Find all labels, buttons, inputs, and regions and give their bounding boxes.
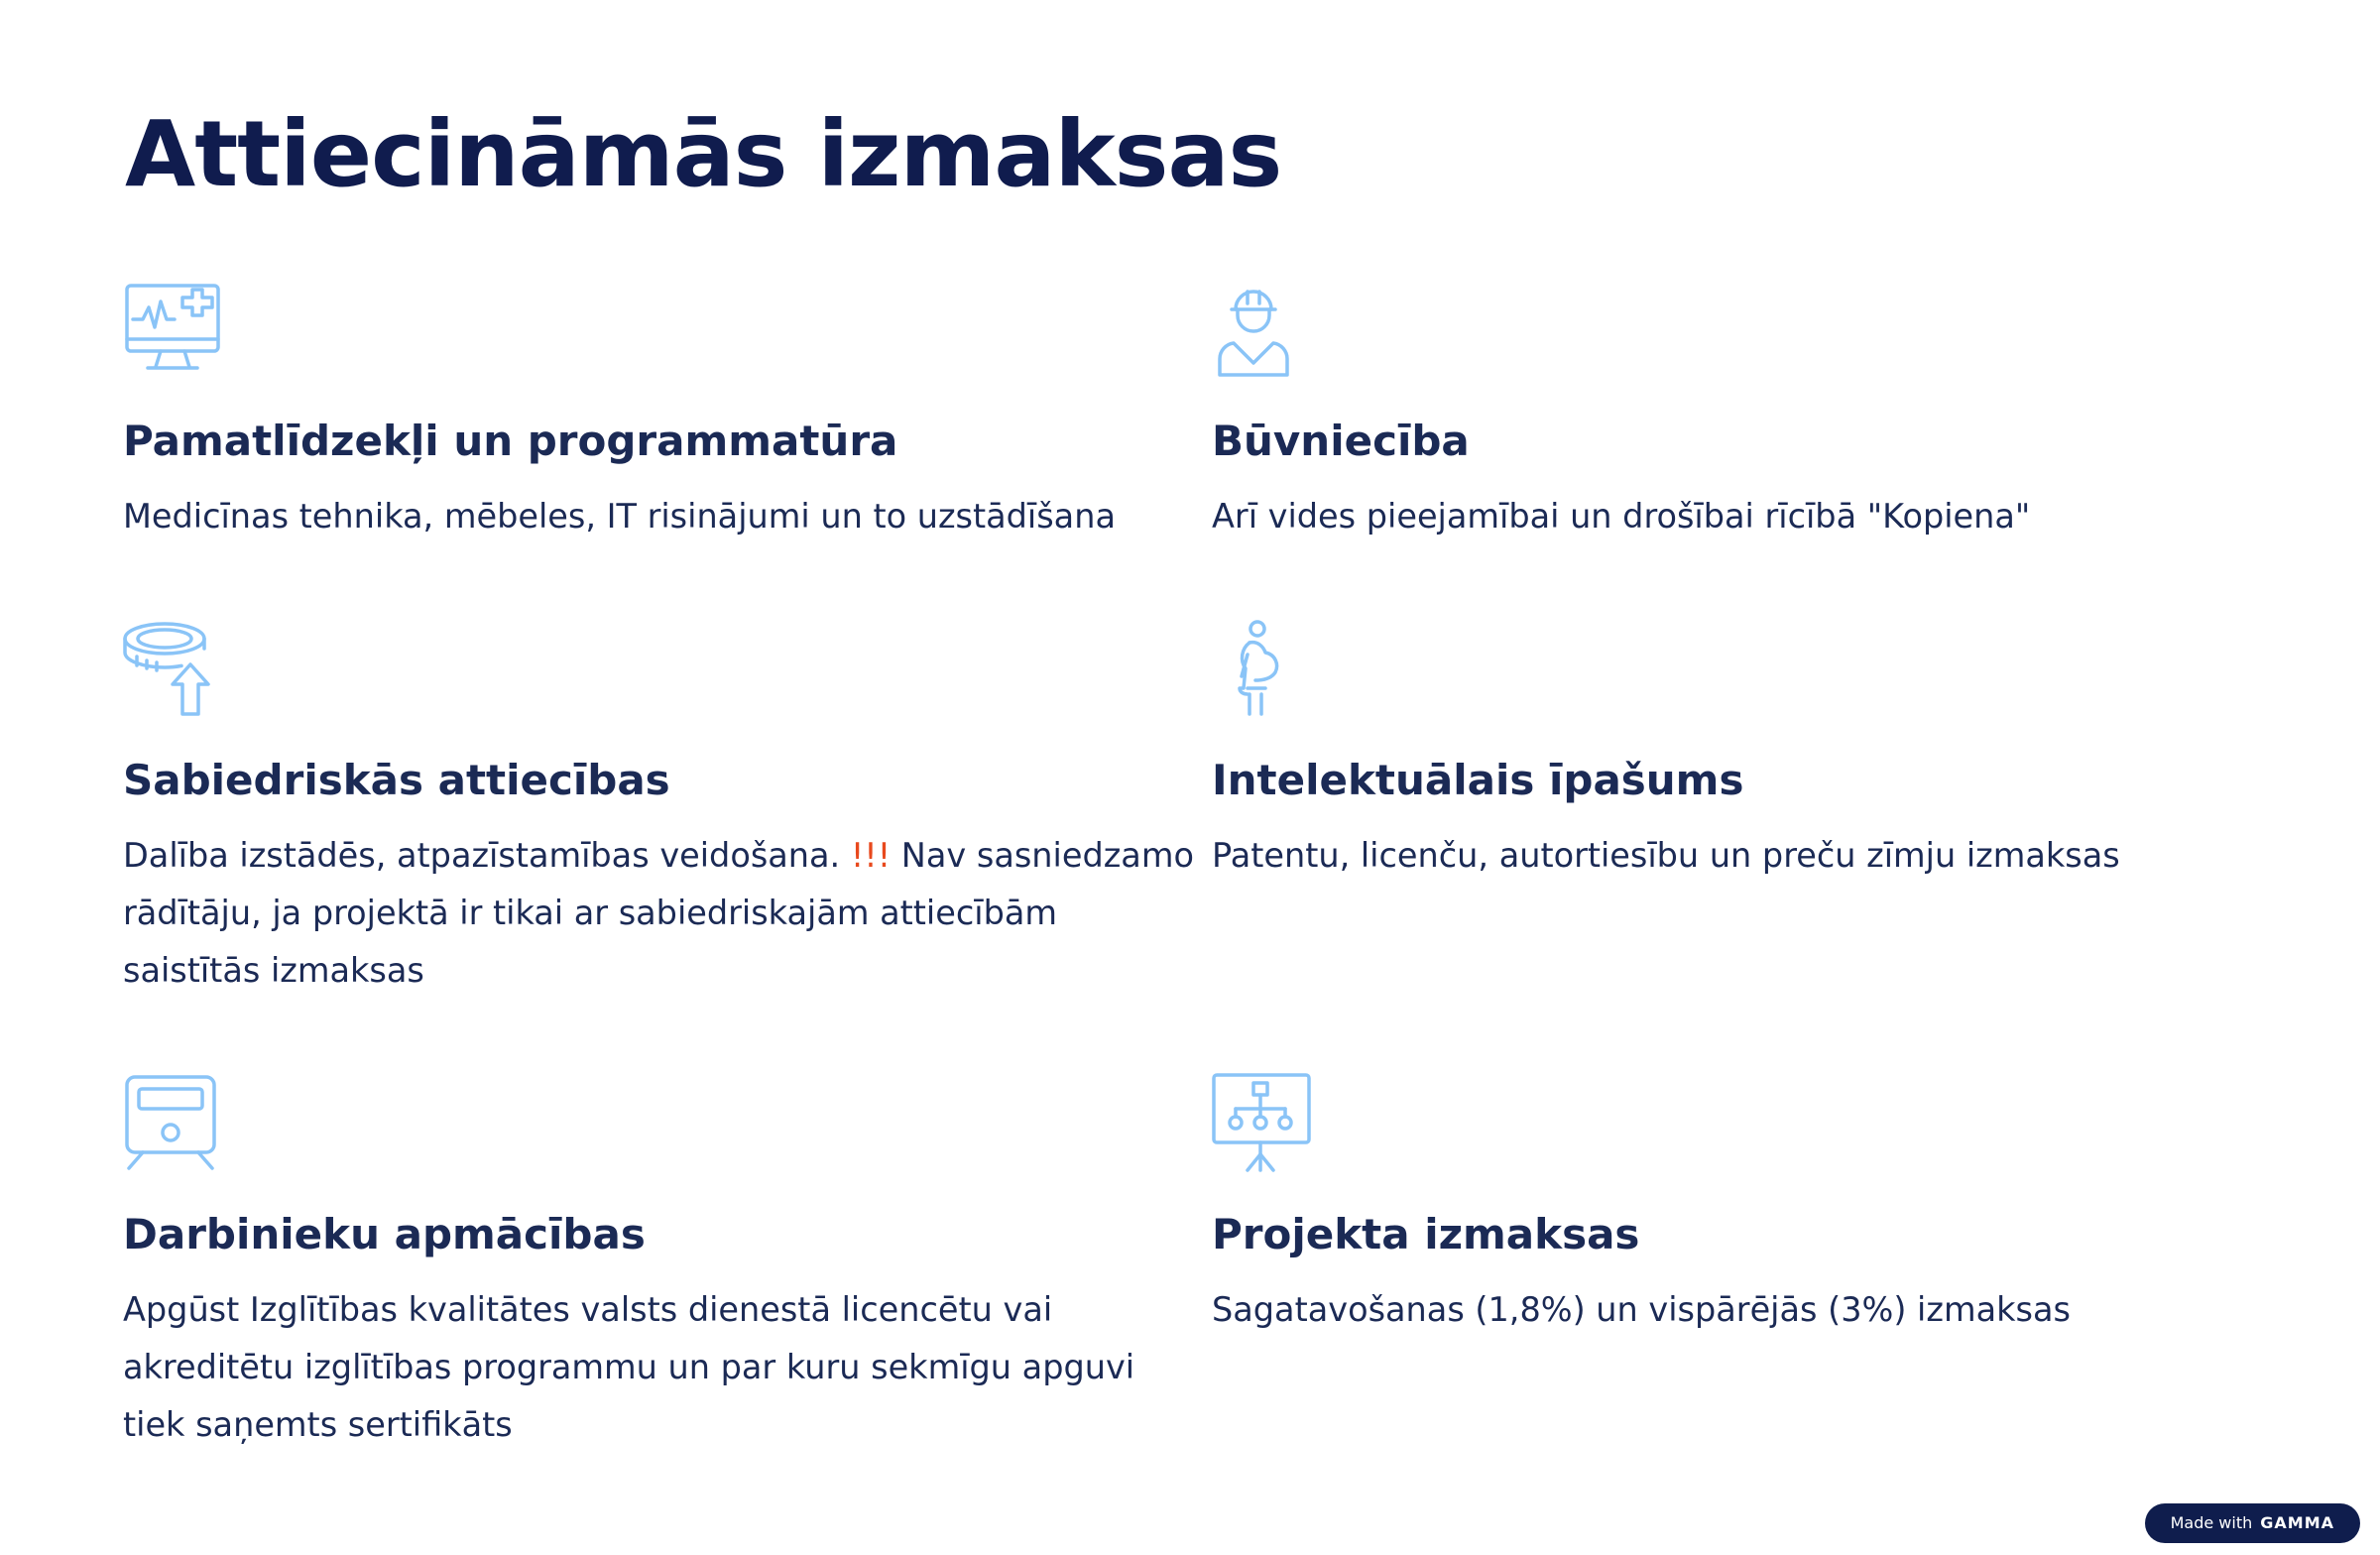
card-description: Medicīnas tehnika, mēbeles, IT risinājumi un to uzstādīšana [123, 497, 1116, 536]
monitor-health-icon [123, 280, 222, 379]
card-description: Apgūst Izglītības kvalitātes valsts dienestā licencētu vai akreditētu izglītības programmu un par kuru sekmīgu apguvi tiek saņemts sertifikāts [123, 1290, 1135, 1444]
construction-worker-icon [1212, 280, 1311, 379]
card-title: Intelektuālais īpašums [1212, 756, 1744, 804]
train-icon [123, 1073, 222, 1172]
card-intellectual-property [1212, 619, 2263, 916]
card-description: Dalība izstādēs, atpazīstamības veidošana. !!! Nav sasniedzamo rādītāju, ja projektā ir tikai ar sabiedriskajām attiecībām saistītās izmaksas [123, 836, 1194, 990]
gamma-logo: GAMMA [2260, 1513, 2334, 1532]
card-description: Arī vides pieejamībai un drošībai rīcībā "Kopiena" [1212, 497, 2031, 536]
card-description: Sagatavošanas (1,8%) un vispārējās (3%) izmaksas [1212, 1290, 2071, 1329]
pregnant-person-icon [1212, 619, 1311, 718]
card-public-relations [123, 619, 1194, 1006]
card-title: Sabiedriskās attiecības [123, 756, 670, 804]
made-with-gamma-badge[interactable] [2145, 1503, 2360, 1543]
page-title: Attiecināmās izmaksas [125, 101, 1282, 207]
card-title: Būvniecība [1212, 417, 1470, 465]
presentation-board-icon [1212, 1073, 1311, 1172]
card-employee-training [123, 1073, 1174, 1470]
card-fixed-assets [123, 280, 1174, 577]
card-title: Projekta izmaksas [1212, 1210, 1640, 1258]
warning-marker: !!! [850, 836, 892, 875]
card-construction [1212, 280, 2263, 577]
card-description: Patentu, licenču, autortiesību un preču zīmju izmaksas [1212, 836, 2120, 875]
card-title: Darbinieku apmācības [123, 1210, 646, 1258]
card-title: Pamatlīdzekļi un programmatūra [123, 417, 898, 465]
badge-prefix: Made with [2170, 1513, 2253, 1532]
card-project-costs [1212, 1073, 2263, 1371]
coin-arrow-up-icon [123, 619, 222, 718]
